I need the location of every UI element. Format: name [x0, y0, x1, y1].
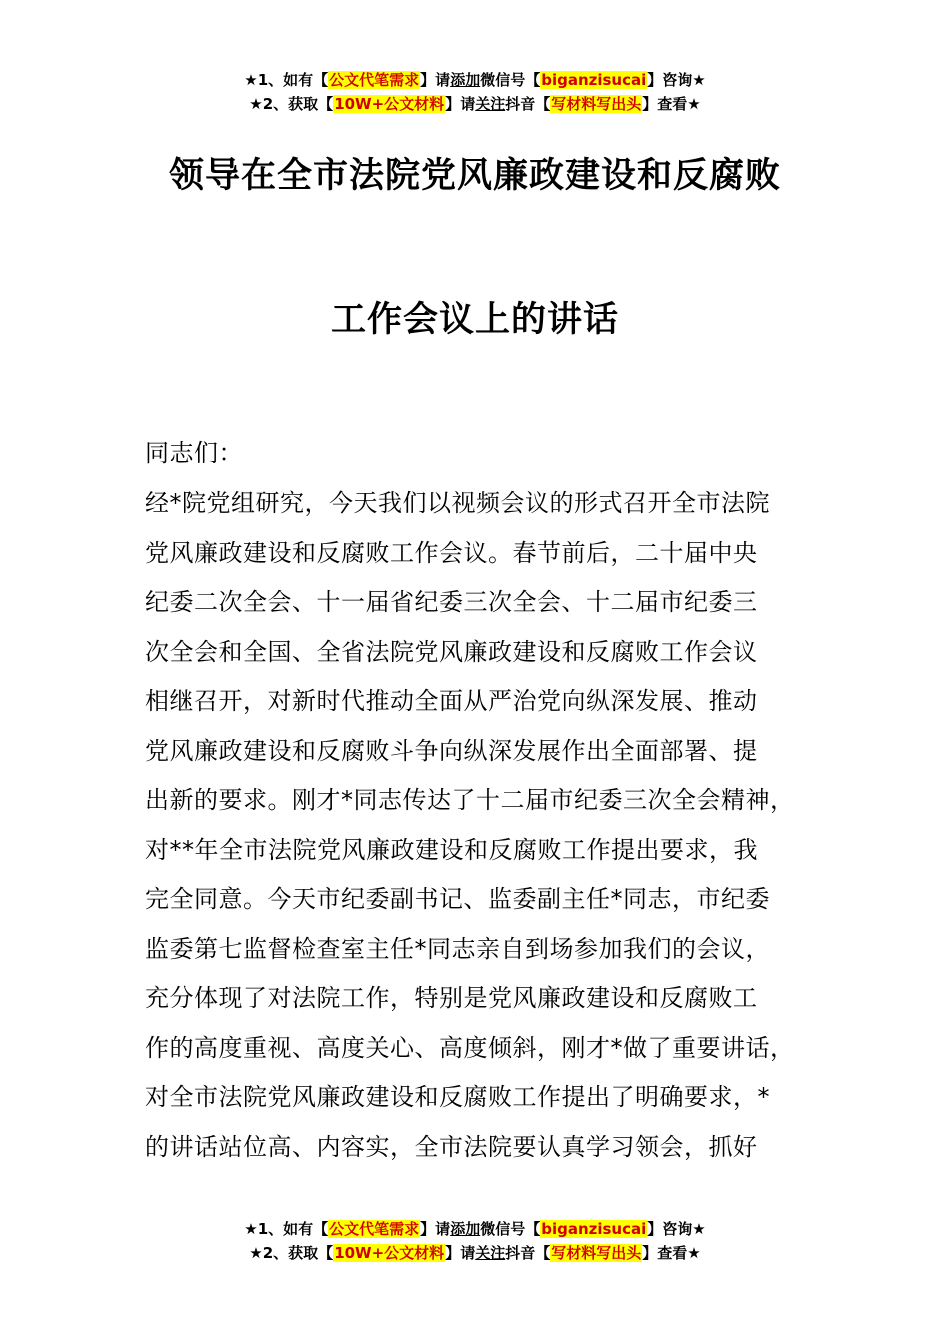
banner-text: 】查看★ [642, 95, 701, 113]
paragraph-line: 出新的要求。刚才*同志传达了十二届市纪委三次全会精神， [145, 786, 795, 814]
banner-highlight: 10W+公文材料 [334, 1244, 445, 1262]
paragraph-line: 党风廉政建设和反腐败工作会议。春节前后，二十届中央 [145, 538, 758, 567]
banner-highlight: 写材料写出头 [551, 95, 642, 113]
paragraph-line: 党风廉政建设和反腐败斗争向纵深发展作出全面部署、提 [145, 736, 758, 765]
banner-text: 】咨询★ [647, 1220, 706, 1238]
paragraph-line: 经*院党组研究，今天我们以视频会议的形式召开全市法院 [145, 489, 770, 517]
document-title-line-1: 领导在全市法院党风廉政建设和反腐败 [168, 156, 781, 196]
paragraph-line: 作的高度重视、高度关心、高度倾斜，刚才*做了重要讲话， [145, 1033, 795, 1062]
paragraph-line: 对**年全市法院党风廉政建设和反腐败工作提出要求，我 [145, 835, 758, 864]
banner-highlight: 10W+公文材料 [334, 95, 445, 113]
banner-text: 微信号【 [480, 71, 541, 89]
banner-wechat-id: biganzisucai [541, 1220, 647, 1238]
document-title-line-2: 工作会议上的讲话 [330, 300, 619, 340]
banner-text: ★1、如有【 [244, 1220, 329, 1238]
footer-banner [0, 1217, 950, 1265]
banner-highlight: 公文代笔需求 [329, 1220, 420, 1238]
banner-underline: 关注 [475, 1244, 506, 1262]
paragraph-line: 完全同意。今天市纪委副书记、监委副主任*同志，市纪委 [145, 885, 770, 913]
banner-line-1 [0, 68, 950, 92]
banner-text: 抖音【 [505, 1244, 551, 1262]
paragraph-line: 纪委二次全会、十一届省纪委三次全会、十二届市纪委三 [145, 588, 758, 616]
paragraph-line: 监委第七监督检查室主任*同志亲自到场参加我们的会议， [145, 934, 770, 963]
banner-text: 】请 [420, 71, 451, 89]
paragraph-line: 的讲话站位高、内容实，全市法院要认真学习领会，抓好 [145, 1132, 758, 1161]
header-banner [0, 68, 950, 116]
banner-line-1 [0, 1217, 950, 1241]
banner-text: 】请 [445, 1244, 476, 1262]
banner-underline: 关注 [475, 95, 506, 113]
banner-text: 】请 [445, 95, 476, 113]
banner-underline: 添加 [450, 71, 481, 89]
banner-text: ★1、如有【 [244, 71, 329, 89]
banner-text: 微信号【 [480, 1220, 541, 1238]
banner-text: 】请 [420, 1220, 451, 1238]
banner-text: 】咨询★ [647, 71, 706, 89]
banner-wechat-id: biganzisucai [541, 71, 647, 89]
banner-highlight: 公文代笔需求 [329, 71, 420, 89]
banner-text: 抖音【 [505, 95, 551, 113]
paragraph-line: 充分体现了对法院工作，特别是党风廉政建设和反腐败工 [145, 984, 758, 1012]
paragraph-line: 对全市法院党风廉政建设和反腐败工作提出了明确要求，* [145, 1083, 770, 1111]
banner-line-2 [0, 92, 950, 116]
banner-line-2 [0, 1241, 950, 1265]
banner-text: ★2、获取【 [249, 1244, 334, 1262]
banner-text: ★2、获取【 [249, 95, 334, 113]
banner-text: 】查看★ [642, 1244, 701, 1262]
banner-highlight: 写材料写出头 [551, 1244, 642, 1262]
paragraph-line: 相继召开，对新时代推动全面从严治党向纵深发展、推动 [145, 687, 758, 715]
salutation: 同志们： [145, 439, 243, 467]
banner-underline: 添加 [450, 1220, 481, 1238]
body-paragraph [145, 479, 845, 1172]
paragraph-line: 次全会和全国、全省法院党风廉政建设和反腐败工作会议 [145, 637, 758, 666]
